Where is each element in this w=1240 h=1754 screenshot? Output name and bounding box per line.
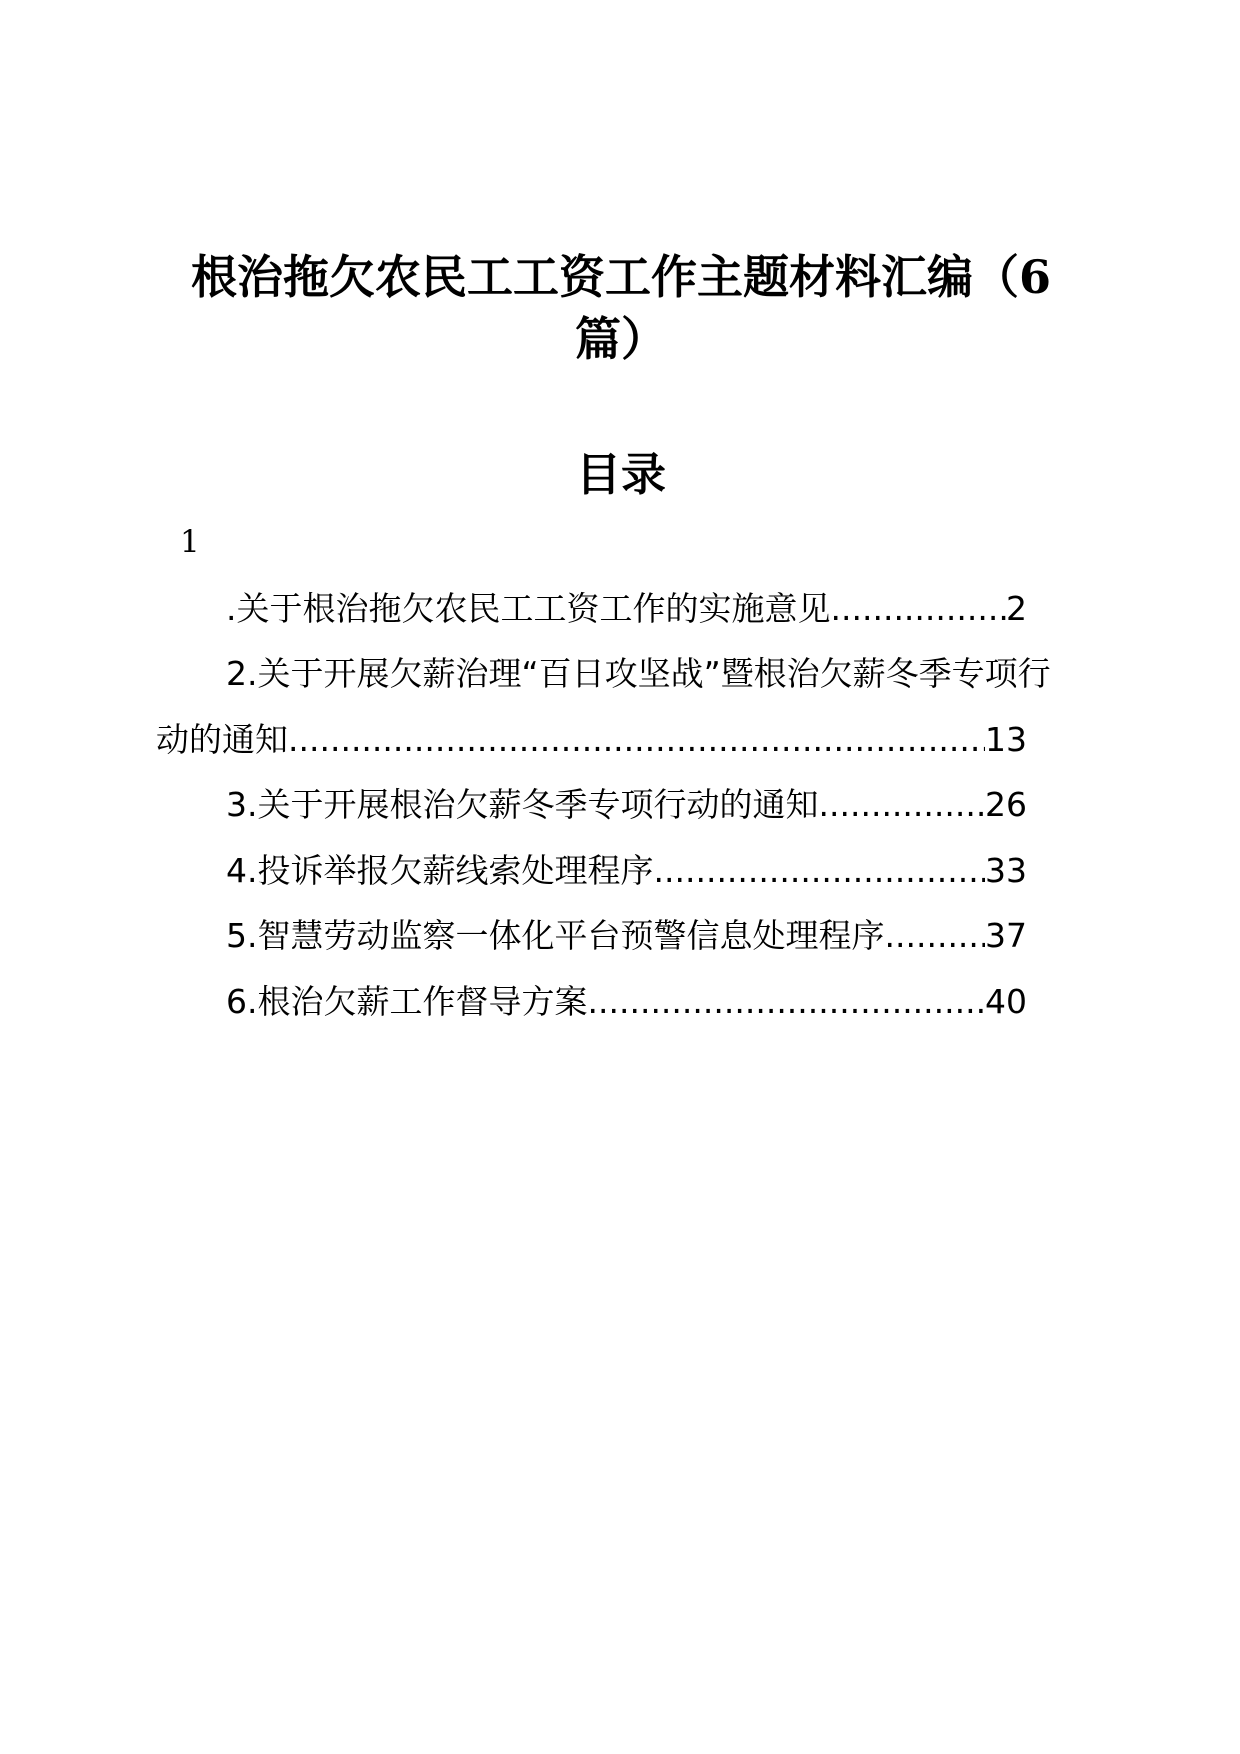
toc-entry-title: 5.智慧劳动监察一体化平台预警信息处理程序: [226, 916, 885, 955]
toc-entry-page-number: 37: [985, 916, 1027, 955]
document-title-line-2: 篇）: [575, 312, 667, 366]
dot-leader: [588, 969, 986, 1035]
toc-entry-page-number: 33: [985, 850, 1027, 890]
dot-leader: [885, 903, 986, 969]
document-title: [156, 246, 1086, 370]
toc-entry-page-number: 26: [985, 785, 1027, 824]
dot-leader: [831, 576, 1007, 642]
toc-entry-title: 3.关于开展根治欠薪冬季专项行动的通知: [226, 785, 819, 824]
toc-entry-title: 4.投诉举报欠薪线索处理程序: [226, 850, 654, 890]
toc-entry-6: [156, 969, 1027, 1035]
toc-entry-title-line-1: 2.关于开展欠薪治理“百日攻坚战”暨根治欠薪冬季专项行: [226, 654, 1051, 693]
toc-heading: 目录: [575, 448, 666, 501]
document-title-line-1: 根治拖欠农民工工资工作主题材料汇编（6: [190, 250, 1051, 304]
toc-entry-page-number: 40: [985, 981, 1027, 1021]
toc-entry-page-number: 2: [1006, 588, 1027, 628]
toc-entry-title-line-2: 动的通知: [156, 719, 288, 759]
toc-entry-1: [156, 576, 1027, 642]
toc-entry-3: [156, 772, 1027, 838]
dot-leader: [654, 838, 986, 904]
toc-entry-4: [156, 838, 1027, 904]
toc-entry-5: [156, 903, 1027, 969]
toc-entry-page-number: 13: [985, 719, 1027, 759]
toc-entry-title: .关于根治拖欠农民工工资工作的实施意见: [226, 588, 831, 628]
toc-entry-title: 6.根治欠薪工作督导方案: [226, 981, 588, 1021]
dot-leader: [819, 772, 986, 838]
toc-entry-last-line: [156, 707, 1027, 773]
dot-leader: [288, 707, 985, 773]
toc-entry-2: [156, 641, 1086, 772]
list-number: 1: [180, 524, 200, 560]
table-of-contents: [156, 510, 1086, 1034]
